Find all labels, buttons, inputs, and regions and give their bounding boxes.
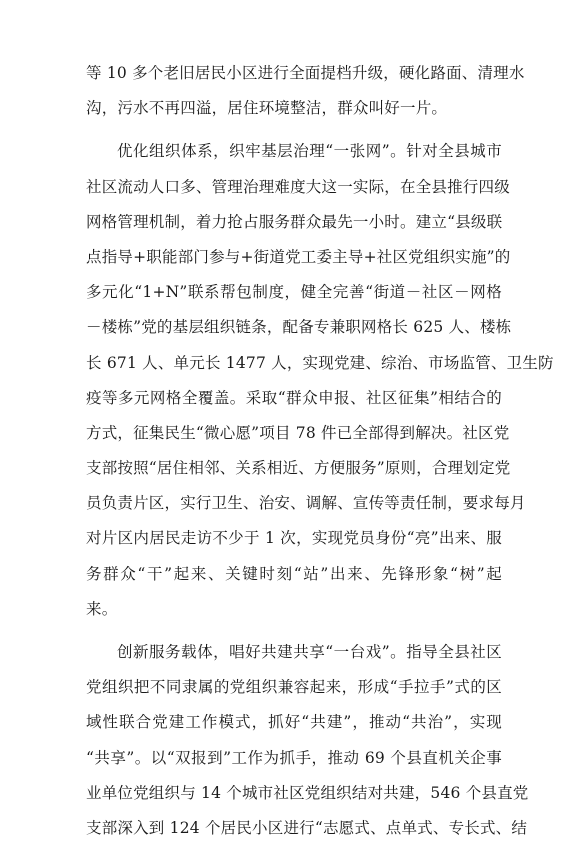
text-line: 支部按照“居住相邻、关系相近、方便服务”原则，合理划定党 [86, 459, 511, 478]
text-line: 长 671 人、单元长 1477 人，实现党建、综治、市场监管、卫生防 [86, 353, 554, 372]
text-line: 对片区内居民走访不少于 1 次，实现党员身份“亮”出来、服 [86, 529, 502, 548]
text-line: 疫等多元网格全覆盖。采取“群众申报、社区征集”相结合的 [86, 388, 502, 407]
text-line: 务群众“干”起来、关键时刻“站”出来、先锋形象“树”起 [86, 564, 502, 583]
document-body [86, 56, 554, 846]
text-line: 网格管理机制，着力抢占服务群众最先一小时。建立“县级联 [86, 212, 503, 231]
text-line: 等 10 多个老旧居民小区进行全面提档升级，硬化路面、清理水 [86, 64, 525, 82]
text-line: 创新服务载体，唱好共建共享“一台戏”。指导全县社区 [117, 643, 502, 661]
text-line: 党组织把不同隶属的党组织兼容起来，形成“手拉手”式的区 [86, 678, 502, 697]
text-line: 优化组织体系，织牢基层治理“一张网”。针对全县城市 [117, 142, 502, 161]
text-line: 多元化“1+N”联系帮包制度，健全完善“街道－社区－网格 [86, 283, 502, 302]
paragraph [86, 56, 525, 126]
text-line: 来。 [86, 599, 118, 618]
text-line: 沟，污水不再四溢，居住环境整洁，群众叫好一片。 [86, 99, 448, 118]
text-line: 员负责片区，实行卫生、治安、调解、宣传等责任制，要求每月 [86, 494, 526, 513]
text-line: 社区流动人口多、管理治理难度大这一实际，在全县推行四级 [86, 177, 510, 196]
text-line: 业单位党组织与 14 个城市社区党组织结对共建，546 个县直党 [86, 783, 529, 802]
paragraph [86, 134, 554, 627]
text-line: －楼栋”党的基层组织链条，配备专兼职网格长 625 人、楼栋 [86, 318, 512, 337]
text-line: 域性联合党建工作模式，抓好“共建”，推动“共治”，实现 [86, 713, 502, 732]
text-line: 点指导+职能部门参与+街道党工委主导+社区党组织实施”的 [86, 247, 511, 266]
text-line: 方式，征集民生“微心愿”项目 78 件已全部得到解决。社区党 [86, 423, 510, 442]
text-line: “共享”。以“双报到”工作为抓手，推动 69 个县直机关企事 [86, 748, 502, 767]
text-line: 支部深入到 124 个居民小区进行“志愿式、点单式、专长式、结 [86, 818, 528, 837]
paragraph [86, 635, 529, 846]
